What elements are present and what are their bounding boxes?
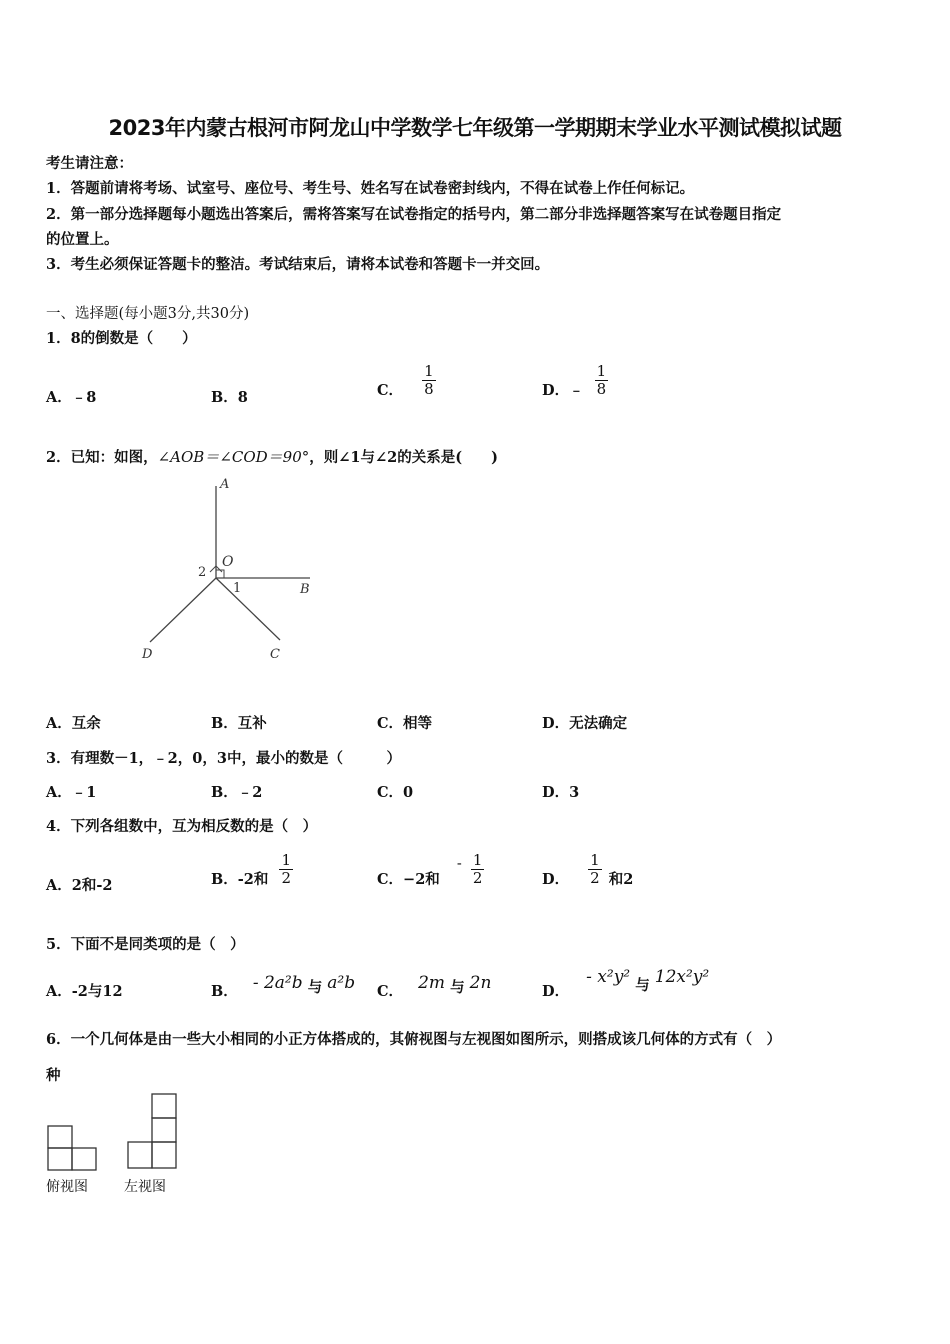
left-view <box>128 1094 176 1168</box>
q5-stem: 5．下面不是同类项的是（ ） <box>46 936 245 953</box>
notice-heading: 考生请注意： <box>46 155 133 172</box>
q5-option-d-with: 与 <box>635 977 650 994</box>
label-angle-1: 1 <box>233 581 242 596</box>
q1-stem: 1．8的倒数是（ ） <box>46 330 197 347</box>
notice-item-2: 2．第一部分选择题每小题选出答案后，需将答案写在试卷指定的括号内，第二部分非选择题答案写在试卷题目指定 <box>46 206 782 223</box>
q5-option-d-expr1: - x²y² <box>586 967 631 987</box>
q5-option-d <box>542 966 710 1000</box>
q4-b-denominator: 2 <box>281 869 291 887</box>
q1-option-c-fraction <box>422 363 436 398</box>
q5-option-b-with: 与 <box>307 979 323 996</box>
ray-od <box>150 578 216 642</box>
q6-stem: 6．一个几何体是由一些大小相同的小正方体搭成的，其俯视图与左视图如图所示，则搭成该几何体的方式有（ ） <box>46 1031 782 1048</box>
q5-option-d-expr2: 12x²y² <box>654 967 710 987</box>
q1-c-numerator: 1 <box>424 362 434 380</box>
q3-option-d: D．3 <box>542 784 580 801</box>
q3-option-c: C．0 <box>377 784 414 801</box>
q2-option-c: C．相等 <box>377 715 433 732</box>
q5-option-c-with: 与 <box>450 979 465 996</box>
q2-option-b: B．互补 <box>211 715 267 732</box>
q5-option-c-expr2: 2n <box>469 973 492 993</box>
q1-c-denominator: 8 <box>424 380 434 398</box>
section-heading: 一、选择题(每小题3分,共30分) <box>46 306 250 322</box>
label-d: D <box>142 647 153 662</box>
q5-option-b-expr2: a²b <box>327 973 356 993</box>
q4-option-d-label: D． <box>542 870 570 888</box>
q3-stem: 3．有理数－1，﹣2，0，3中，最小的数是（ ） <box>46 750 401 767</box>
q5-option-a: A．-2与12 <box>46 983 123 1000</box>
top-view <box>48 1126 96 1170</box>
label-a: A <box>220 477 230 492</box>
right-angle-mark-aob <box>216 570 224 578</box>
q5-option-c-label: C． <box>377 983 404 1000</box>
q5-option-d-label: D． <box>542 983 570 1000</box>
q1-d-denominator: 8 <box>596 380 607 398</box>
q1-option-c <box>377 363 436 398</box>
notice-item-2-cont: 的位置上。 <box>46 231 119 248</box>
q1-option-d <box>542 363 608 398</box>
q1-option-d-label: D．﹣ <box>542 381 584 399</box>
q1-option-a: A．﹣8 <box>46 389 97 406</box>
q4-b-numerator: 1 <box>281 851 291 869</box>
q1-option-d-fraction <box>595 363 609 398</box>
q2-stem-post: ，则∠1与∠2的关系是( ) <box>309 449 498 466</box>
label-b: B <box>300 582 310 597</box>
q1-option-c-label: C． <box>377 381 404 399</box>
q4-option-d <box>542 852 633 887</box>
q5-option-b-expr1: - 2a²b <box>252 973 303 993</box>
q4-option-b-fraction <box>279 852 293 887</box>
q4-stem: 4．下列各组数中，互为相反数的是（ ） <box>46 818 318 835</box>
q5-option-b <box>211 972 356 1000</box>
q4-option-a: A．2和-2 <box>46 877 113 894</box>
q4-option-c-sign: - <box>456 855 462 872</box>
q4-option-b <box>211 852 293 887</box>
q1-d-numerator: 1 <box>596 362 607 380</box>
q2-option-a: A．互余 <box>46 715 101 732</box>
q1-option-b: B．8 <box>211 389 248 406</box>
q5-option-c <box>377 972 492 1000</box>
label-o: O <box>222 554 234 570</box>
q4-option-c-label: C．−2和 <box>377 870 440 888</box>
q2-stem <box>46 446 498 467</box>
left-view-caption: 左视图 <box>124 1179 166 1195</box>
ray-oc <box>216 578 280 640</box>
q6-stem-cont: 种 <box>46 1067 61 1084</box>
q4-option-c-fraction <box>471 852 485 887</box>
q3-option-b: B．﹣2 <box>211 784 263 801</box>
page-title: 2023年内蒙古根河市阿龙山中学数学七年级第一学期期末学业水平测试模拟试题 <box>108 116 842 140</box>
q5-option-b-label: B． <box>211 983 238 1000</box>
q5-option-c-expr1: 2m <box>418 973 446 993</box>
label-angle-2: 2 <box>198 565 207 580</box>
q3-option-a: A．﹣1 <box>46 784 97 801</box>
q4-c-denominator: 2 <box>472 869 483 887</box>
q2-option-d: D．无法确定 <box>542 715 628 732</box>
q2-stem-pre: 2．已知：如图， <box>46 449 158 466</box>
notice-item-3: 3．考生必须保证答题卡的整洁。考试结束后，请将本试卷和答题卡一并交回。 <box>46 256 550 273</box>
notice-item-1: 1．答题前请将考场、试室号、座位号、考生号、姓名写在试卷密封线内，不得在试卷上作任何标记。 <box>46 180 695 197</box>
q4-d-numerator: 1 <box>590 851 600 869</box>
q4-c-numerator: 1 <box>472 851 483 869</box>
q2-stem-math: ∠AOB＝∠COD＝90° <box>157 448 310 466</box>
q4-option-b-label: B．-2和 <box>211 870 269 888</box>
top-view-caption: 俯视图 <box>46 1179 88 1195</box>
q2-angle-figure <box>140 478 330 668</box>
label-c: C <box>270 647 280 662</box>
q4-option-c <box>377 852 484 887</box>
q4-option-d-fraction <box>588 852 602 887</box>
q4-d-denominator: 2 <box>590 869 600 887</box>
q4-option-d-post: 和2 <box>608 870 634 888</box>
